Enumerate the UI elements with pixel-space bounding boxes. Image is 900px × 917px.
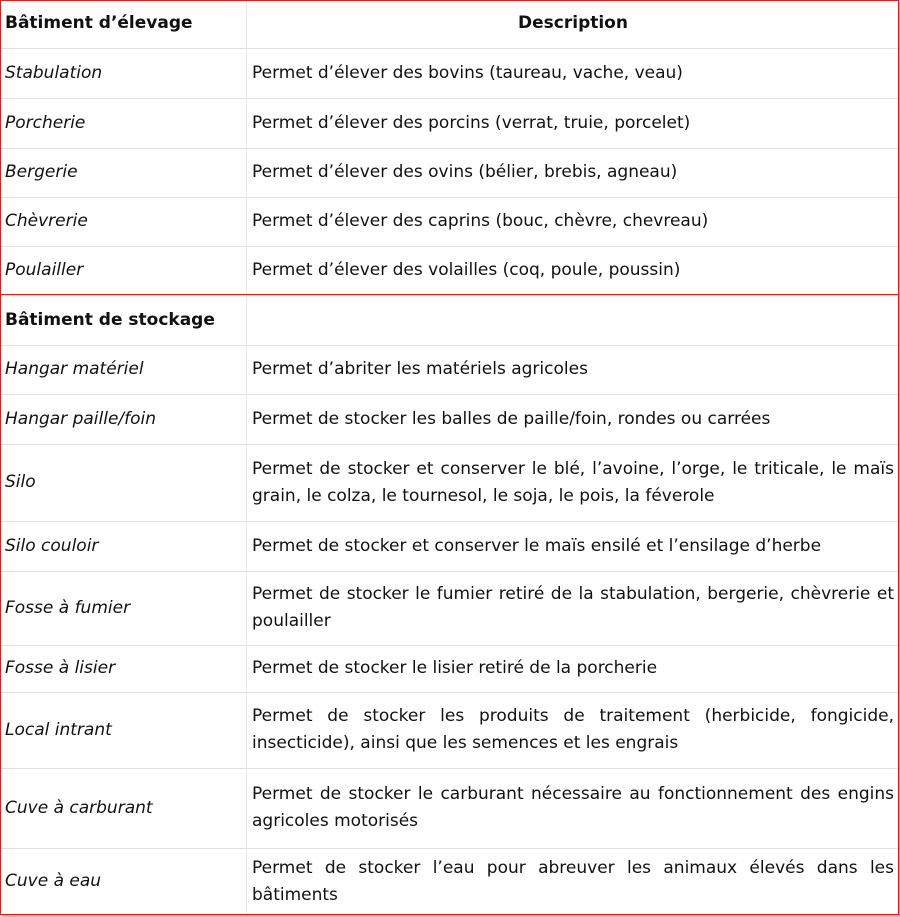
building-description: Permet de stocker le carburant nécessaire au fonctionnement des engins agricoles motorisés xyxy=(247,768,900,848)
building-description: Permet de stocker l’eau pour abreuver les animaux élevés dans les bâtiments xyxy=(247,848,900,915)
building-name: Silo couloir xyxy=(0,521,247,571)
building-name: Bergerie xyxy=(0,148,247,197)
building-description: Permet de stocker les produits de traitement (herbicide, fongicide, insecticide), ainsi que les semences et les engrais xyxy=(247,692,900,768)
building-name: Local intrant xyxy=(0,692,247,768)
table-row xyxy=(0,394,899,444)
table-row xyxy=(0,197,899,246)
section-header-stockage: Bâtiment de stockage xyxy=(0,295,247,345)
table-row xyxy=(0,345,899,394)
column-header-description: Description xyxy=(518,13,628,34)
table-row xyxy=(0,246,899,295)
building-name: Stabulation xyxy=(0,48,247,98)
table-row xyxy=(0,768,899,848)
building-description: Permet d’élever des volailles (coq, poule, poussin) xyxy=(247,246,900,295)
building-description: Permet d’élever des porcins (verrat, truie, porcelet) xyxy=(247,98,900,148)
building-description: Permet d’élever des bovins (taureau, vache, veau) xyxy=(247,48,900,98)
building-description: Permet d’abriter les matériels agricoles xyxy=(247,345,900,394)
column-header-elevage: Bâtiment d’élevage xyxy=(0,0,247,48)
building-name: Silo xyxy=(0,444,247,521)
building-description: Permet de stocker les balles de paille/foin, rondes ou carrées xyxy=(247,394,900,444)
building-description: Permet d’élever des caprins (bouc, chèvre, chevreau) xyxy=(247,197,900,246)
table-row xyxy=(0,571,899,645)
table-row xyxy=(0,48,899,98)
table-row xyxy=(0,645,899,692)
section-header-empty xyxy=(247,295,900,345)
building-name: Poulailler xyxy=(0,246,247,295)
section-header-row xyxy=(0,295,899,345)
table-row xyxy=(0,692,899,768)
table-row xyxy=(0,98,899,148)
building-description: Permet de stocker et conserver le maïs ensilé et l’ensilage d’herbe xyxy=(247,521,900,571)
building-description: Permet de stocker le fumier retiré de la stabulation, bergerie, chèvrerie et poulailler xyxy=(247,571,900,645)
building-name: Hangar paille/foin xyxy=(0,394,247,444)
building-name: Fosse à fumier xyxy=(0,571,247,645)
table-row xyxy=(0,148,899,197)
building-name: Fosse à lisier xyxy=(0,645,247,692)
building-name: Hangar matériel xyxy=(0,345,247,394)
table-row xyxy=(0,521,899,571)
building-description: Permet de stocker le lisier retiré de la porcherie xyxy=(247,645,900,692)
building-description: Permet d’élever des ovins (bélier, brebis, agneau) xyxy=(247,148,900,197)
building-name: Cuve à eau xyxy=(0,848,247,915)
table-row xyxy=(0,444,899,521)
table-row xyxy=(0,848,899,915)
building-description: Permet de stocker et conserver le blé, l’avoine, l’orge, le triticale, le maïs grain, le colza, le tournesol, le soja, le pois, la féverole xyxy=(247,444,900,521)
building-name: Cuve à carburant xyxy=(0,768,247,848)
building-name: Porcherie xyxy=(0,98,247,148)
building-name: Chèvrerie xyxy=(0,197,247,246)
table-header-row xyxy=(0,0,899,48)
